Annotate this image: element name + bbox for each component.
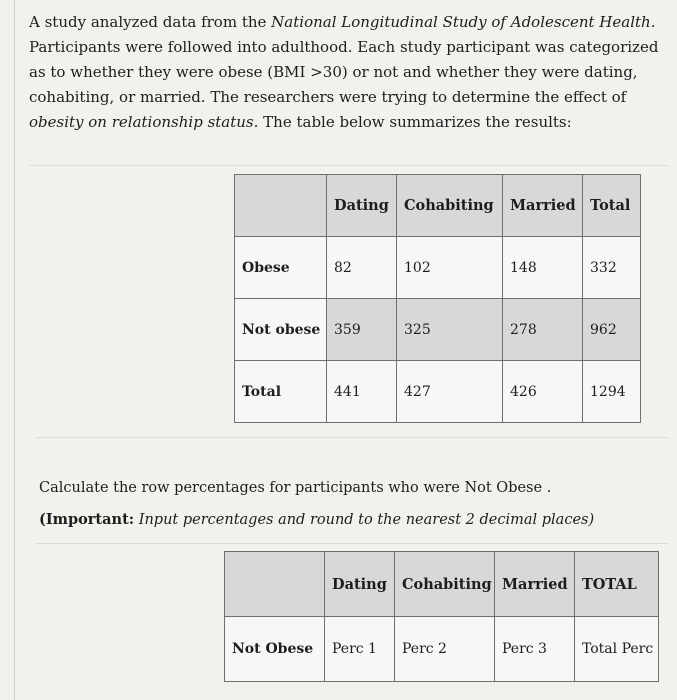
table-row [235,237,641,299]
table-cell: 441 [327,361,397,423]
corner-cell [235,175,327,237]
header-married: Married [503,175,583,237]
table-cell: 359 [327,299,397,361]
table-cell: 332 [583,237,641,299]
divider [29,165,669,166]
perc-1-input[interactable]: Perc 1 [325,617,395,682]
table-cell: 82 [327,237,397,299]
table-row [235,361,641,423]
divider [36,437,669,438]
table-cell: 1294 [583,361,641,423]
header-dating: Dating [327,175,397,237]
table-cell: 427 [397,361,503,423]
total-perc-input[interactable]: Total Perc [575,617,659,682]
perc-2-input[interactable]: Perc 2 [395,617,495,682]
intro-paragraph [29,10,669,135]
effect-phrase: obesity on relationship status. [29,113,259,131]
answer-header-total: TOTAL [575,552,659,617]
table-cell: 325 [397,299,503,361]
table-cell: 426 [503,361,583,423]
intro-text-3: The table below summarizes the results: [258,113,572,131]
table-cell: 148 [503,237,583,299]
answer-header-row [225,552,659,617]
table-cell: 278 [503,299,583,361]
header-cohabiting: Cohabiting [397,175,503,237]
instruction-text: Input percentages and round to the nearest 2 decimal places) [134,512,595,528]
answer-corner-cell [225,552,325,617]
answer-row-label: Not Obese [225,617,325,682]
answer-header-married: Married [495,552,575,617]
answer-row [225,617,659,682]
divider [36,543,669,544]
intro-text-1: A study analyzed data from the [29,13,272,31]
instruction-note [39,510,594,530]
question-text: Calculate the row percentages for participants who were Not Obese . [39,480,552,496]
row-label-not-obese: Not obese [235,299,327,361]
study-name: National Longitudinal Study of Adolescent Health. [271,13,656,31]
perc-3-input[interactable]: Perc 3 [495,617,575,682]
table-cell: 962 [583,299,641,361]
row-label-total: Total [235,361,327,423]
left-border [14,0,15,700]
answer-table [224,551,659,682]
table-row [235,299,641,361]
table-header-row [235,175,641,237]
results-table [234,174,641,423]
header-total: Total [583,175,641,237]
important-label: (Important: [39,511,135,528]
row-label-obese: Obese [235,237,327,299]
intro-text-2: Participants were followed into adulthood. Each study participant was categorized as to whether they were obese (BMI >30) or not and whether they were dating, cohabiting, or married. The researchers were trying to determine the effect of [29,38,659,106]
answer-header-cohabiting: Cohabiting [395,552,495,617]
table-cell: 102 [397,237,503,299]
answer-header-dating: Dating [325,552,395,617]
